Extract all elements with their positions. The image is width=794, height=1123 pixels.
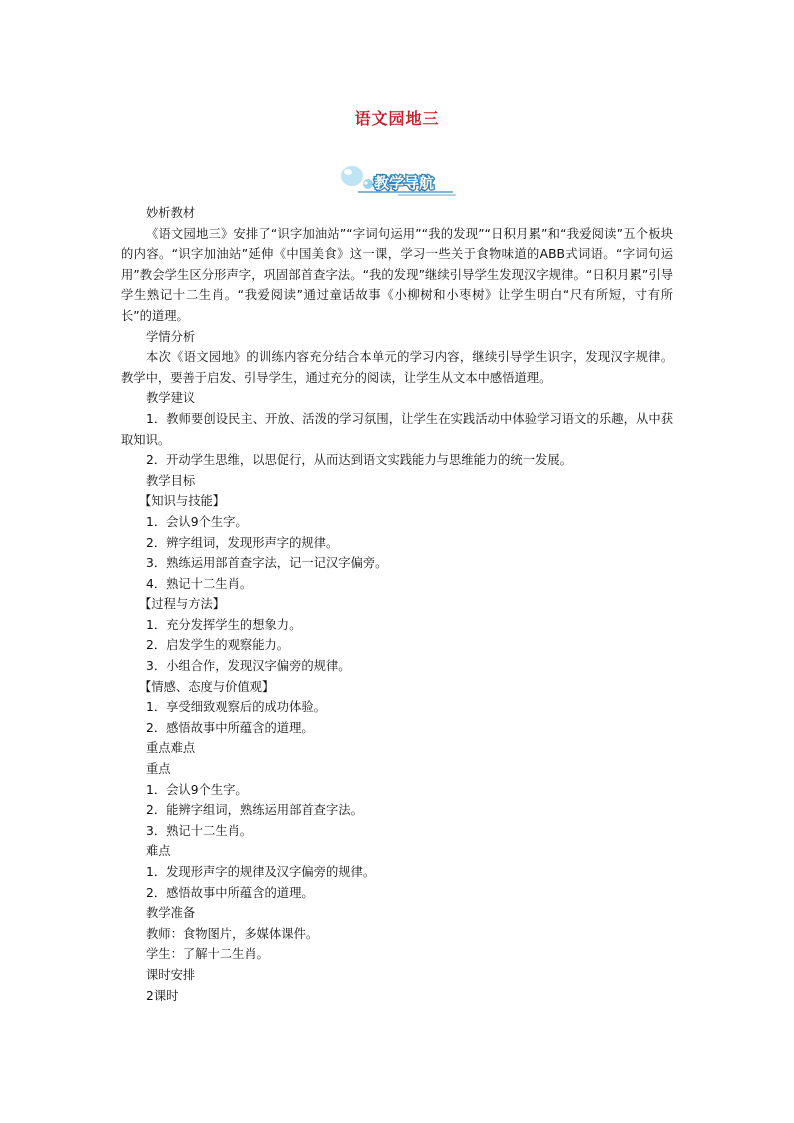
section-heading: 教学建议 <box>146 391 196 406</box>
list-item: 2．感悟故事中所蕴含的道理。 <box>146 720 314 735</box>
subsection-heading: 难点 <box>146 844 171 859</box>
list-item: 1．教师要创设民主、开放、活泼的学习氛围，让学生在实践活动中体验学习语文的乐趣，从中获取知识。 <box>121 411 673 447</box>
subsection-heading: 【情感、态度与价值观】 <box>139 679 275 694</box>
list-item: 2．开动学生思维，以思促行，从而达到语文实践能力与思维能力的统一发展。 <box>146 453 572 468</box>
section-heading: 教学目标 <box>146 473 196 488</box>
list-item: 1．会认9个生字。 <box>146 514 248 529</box>
list-item: 1．发现形声字的规律及汉字偏旁的规律。 <box>146 865 376 879</box>
list-item: 1．享受细致观察后的成功体验。 <box>146 700 326 715</box>
paragraph: 教师：食物图片，多媒体课件。 <box>146 926 319 941</box>
section-heading: 教学准备 <box>146 906 196 921</box>
list-item: 4．熟记十二生肖。 <box>146 576 253 591</box>
section-heading: 妙析教材 <box>146 206 196 220</box>
bubble-icon <box>341 166 363 186</box>
section-heading: 课时安排 <box>146 967 196 982</box>
list-item: 2．能辨字组词，熟练运用部首查字法。 <box>146 803 363 818</box>
paragraph: 学生：了解十二生肖。 <box>146 947 269 962</box>
list-item: 1．会认9个生字。 <box>146 782 248 797</box>
list-item: 2．辨字组词，发现形声字的规律。 <box>146 535 339 550</box>
list-item: 2．启发学生的观察能力。 <box>146 638 290 653</box>
paragraph: 2课时 <box>146 988 179 1003</box>
subsection-heading: 重点 <box>146 762 171 777</box>
list-item: 3．熟记十二生肖。 <box>146 823 253 838</box>
subsection-heading: 【过程与方法】 <box>139 597 226 612</box>
banner-text: 教学导航 <box>374 174 435 192</box>
list-item: 3．熟练运用部首查字法，记一记汉字偏旁。 <box>146 556 388 571</box>
section-heading: 学情分析 <box>146 329 196 344</box>
page-title: 语文园地三 <box>354 109 440 128</box>
paragraph: 《语文园地三》安排了“识字加油站”“字词句运用”“我的发现”“日积月累”和“我爱阅读”五个板块的内容。“识字加油站”延伸《中国美食》这一课，学习一些关于食物味道的ABB式词语。“字词句运用”教会学生区分形声字，巩固部首查字法。“我的发现”继续引导学生发现汉字规律。“日积月累”引导学生熟记十二生肖。“我爱阅读”通过童话故事《小柳树和小枣树》让学生明白“尺有所短，寸有所长”的道理。 <box>121 226 673 323</box>
list-item: 1．充分发挥学生的想象力。 <box>146 617 302 632</box>
paragraph: 本次《语文园地》的训练内容充分结合本单元的学习内容，继续引导学生识字，发现汉字规律。教学中，要善于启发、引导学生，通过充分的阅读，让学生从文本中感悟道理。 <box>121 350 673 385</box>
subsection-heading: 【知识与技能】 <box>139 494 226 509</box>
list-item: 3．小组合作，发现汉字偏旁的规律。 <box>146 659 351 674</box>
teaching-guide-banner <box>338 162 458 198</box>
list-item: 2．感悟故事中所蕴含的道理。 <box>146 885 314 900</box>
document-body <box>121 203 673 1006</box>
section-heading: 重点难点 <box>146 741 196 756</box>
